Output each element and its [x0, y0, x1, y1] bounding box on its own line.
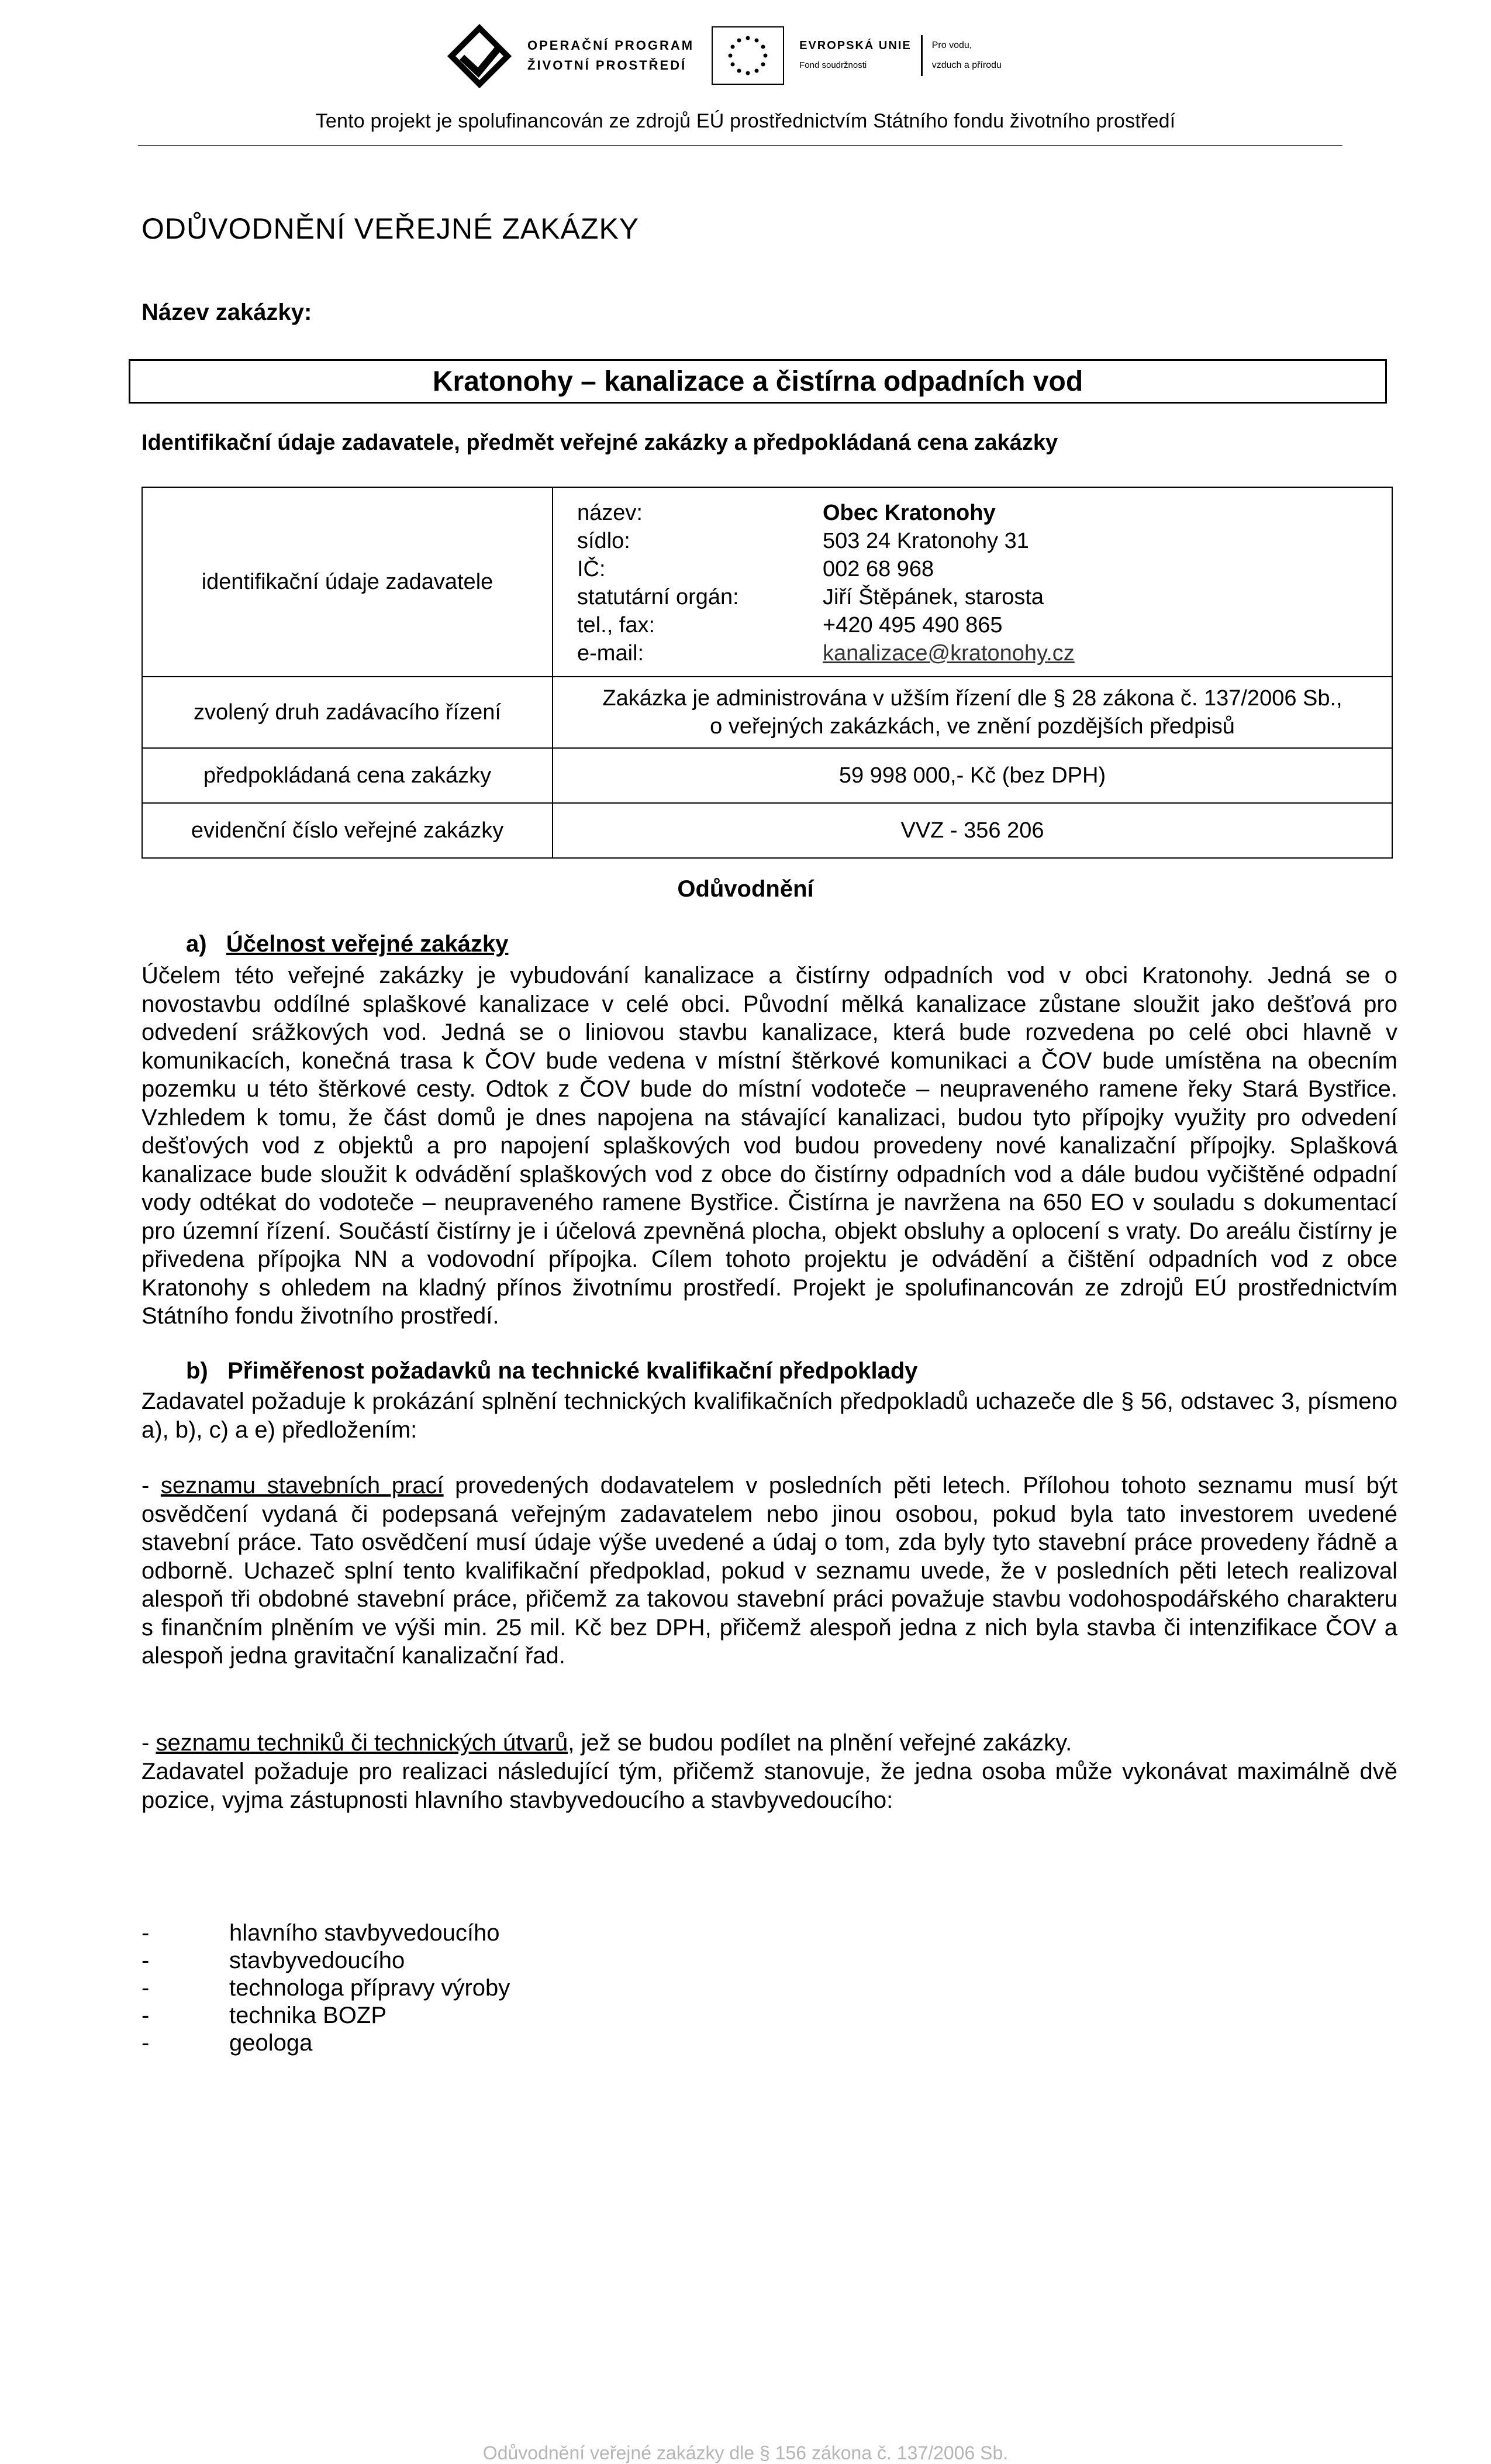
- email-link[interactable]: kanalizace@kratonohy.cz: [823, 641, 1075, 666]
- item2-underlined: seznamu techniků či technických útvarů: [156, 1730, 568, 1756]
- item1-underlined: seznamu stavebních prací: [160, 1473, 444, 1498]
- procedure-line1: Zakázka je administrována v užším řízení dle § 28 zákona č. 137/2006 Sb.,: [602, 686, 1342, 711]
- page-footer: Odůvodnění veřejné zakázky dle § 156 zákona č. 137/2006 Sb.: [482, 2442, 1009, 2463]
- contract-name-box: [129, 359, 1387, 404]
- table-row: [142, 803, 1392, 858]
- section-b-intro: Zadavatel požaduje k prokázání splnění technických kvalifikačních předpokladů uchazeče dle § 56, odstavec 3, písmeno a), b), c) a e) předložením:: [141, 1388, 1397, 1443]
- id-key-phone: tel., fax:: [577, 613, 655, 637]
- section-b-title: Přiměřenost požadavků na technické kvalifikační předpoklady: [227, 1358, 918, 1384]
- id-key-ico: IČ:: [577, 557, 606, 581]
- team-item: geologa: [229, 2030, 313, 2056]
- justification-heading: Odůvodnění: [677, 876, 814, 902]
- id-value-phone: +420 495 490 865: [823, 613, 1003, 637]
- procedure-value: [553, 677, 1392, 748]
- op-zp-text: [527, 36, 694, 75]
- eu-line1: EVROPSKÁ UNIE: [799, 39, 912, 52]
- slogan-line1: Pro vodu,: [931, 40, 972, 50]
- id-key-name: název:: [577, 501, 643, 525]
- table-row: [142, 677, 1392, 748]
- id-value-ico: 002 68 968: [823, 557, 934, 581]
- section-a-heading: [186, 931, 508, 957]
- list-item: - hlavního stavbyvedoucího: [141, 1920, 500, 1946]
- eu-text: [799, 36, 912, 75]
- eu-line2: Fond soudržnosti: [799, 60, 867, 70]
- slogan-line2: vzduch a přírodu: [931, 60, 1002, 70]
- id-value-seat: 503 24 Kratonohy 31: [823, 529, 1029, 553]
- item1-text: provedených dodavatelem v posledních pěti letech. Přílohou tohoto seznamu musí být osvědčení vydaná či podepsaná veřejným zadavatelem nebo jinou osobou, pokud byla tato investorem uvedené stavební práce. Tato osvědčení musí údaje výše uvedené a údaj o tom, zda byly tyto stavební práce provedeny řádně a odborně. Uchazeč splní tento kvalifikační předpoklad, pokud v seznamu uvede, že v posledních pěti letech realizoval alespoň tři obdobné stavební práce, přičemž za takovou stavební práci považuje stavbu vodohospodářského charakteru s finančním plněním ve výši min. 25 mil. Kč bez DPH, přičemž alespoň jedna z nich byla stavba či intenzifikace ČOV a alespoň jedna gravitační kanalizační řad.: [141, 1473, 1397, 1669]
- header-divider: [138, 145, 1342, 146]
- row-label-price: předpokládaná cena zakázky: [142, 748, 553, 803]
- id-key-statutory: statutární orgán:: [577, 585, 739, 609]
- id-value-name: Obec Kratonohy: [823, 501, 996, 525]
- list-item: - technologa přípravy výroby: [141, 1975, 510, 2001]
- contract-name-label: Název zakázky:: [141, 299, 312, 325]
- procedure-line2: o veřejných zakázkách, ve znění pozdějších předpisů: [710, 714, 1235, 739]
- identification-cell: [553, 487, 1392, 677]
- row-label-reg-number: evidenční číslo veřejné zakázky: [142, 803, 553, 858]
- price-value: 59 998 000,- Kč (bez DPH): [553, 748, 1392, 803]
- section-b-prefix: b): [186, 1358, 208, 1384]
- section-a-text: Účelem této veřejné zakázky je vybudování kanalizace a čistírny odpadních vod v obci Kratonohy. Jedná se o novostavbu oddílné splaškové kanalizace v celé obci. Původní mělká kanalizace zůstane sloužit jako dešťová pro odvedení srážkových vod. Jedná se o liniovou stavbu kanalizace, která bude rozvedena po celé obci hlavně v komunikacích, konečná trasa k ČOV bude vedena v místní štěrkové komunikaci a ČOV bude umístěna na obecním pozemku u této štěrkové cesty. Odtok z ČOV bude do místní vodoteče – neupraveného ramene řeky Stará Bystřice. Vzhledem k tomu, že část domů je dnes napojena na stávající kanalizaci, budou tyto přípojky využity pro odvedení dešťových vod z objektů a pro napojení splaškových vod budou provedeny nové kanalizační přípojky. Splašková kanalizace bude sloužit k odvádění splaškových vod z obce do čistírny odpadních vod a dále budou vyčištěné odpadní vody odtékat do vodoteče – neupraveného ramene Bystřice. Čistírna je navržena na 650 EO v souladu s dokumentací pro územní řízení. Součástí čistírny je i účelová zpevněná plocha, objekt obsluhy a oplocení s vraty. Do areálu čistírny je přivedena přípojka NN a vodovodní přípojka. Cílem tohoto projektu je odvádění a čištění odpadních vod z obce Kratonohy s ohledem na kladný přínos životnímu prostředí. Projekt je spolufinancován ze zdrojů EÚ prostřednictvím Státního fondu životního prostředí.: [141, 963, 1397, 1329]
- cofinancing-statement: Tento projekt je spolufinancován ze zdrojů EÚ prostřednictvím Státního fondu životního prostředí: [315, 110, 1176, 132]
- team-item: stavbyvedoucího: [229, 1948, 405, 1973]
- identification-grid: [554, 491, 1391, 673]
- eu-slogan: [932, 36, 1002, 75]
- eu-flag-icon: [712, 26, 784, 85]
- section-b-item2: [141, 1729, 1397, 1757]
- id-key-seat: sídlo:: [577, 529, 630, 553]
- table-heading: Identifikační údaje zadavatele, předmět veřejné zakázky a předpokládaná cena zakázky: [141, 430, 1058, 455]
- list-item: - technika BOZP: [141, 2003, 387, 2028]
- op-zp-logo-icon: [444, 23, 515, 88]
- row-label-procedure: zvolený druh zadávacího řízení: [142, 677, 553, 748]
- list-item: - geologa: [141, 2030, 313, 2056]
- header-logos: [444, 23, 1002, 88]
- item2-text: , jež se budou podílet na plnění veřejné zakázky.: [568, 1730, 1072, 1756]
- list-item: - stavbyvedoucího: [141, 1948, 405, 1973]
- reg-number-value: VVZ - 356 206: [553, 803, 1392, 858]
- header-separator: [921, 35, 923, 76]
- section-b-team-intro: Zadavatel požaduje pro realizaci následující tým, přičemž stanovuje, že jedna osoba může vykonávat maximálně dvě pozice, vyjma zástupnosti hlavního stavbyvedoucího a stavbyvedoucího:: [141, 1759, 1397, 1813]
- table-row: [142, 748, 1392, 803]
- section-b-heading: [186, 1358, 918, 1384]
- team-item: hlavního stavbyvedoucího: [229, 1920, 500, 1946]
- op-zp-line1: OPERAČNÍ PROGRAM: [527, 38, 695, 53]
- team-item: technika BOZP: [229, 2003, 387, 2028]
- section-a-prefix: a): [186, 931, 207, 957]
- contract-name: Kratonohy – kanalizace a čistírna odpadních vod: [432, 366, 1083, 397]
- row-label-identification: identifikační údaje zadavatele: [142, 487, 553, 677]
- item1-dash: -: [141, 1473, 161, 1498]
- table-row: [142, 487, 1392, 677]
- section-a-title: Účelnost veřejné zakázky: [226, 931, 509, 957]
- item2-dash: -: [141, 1730, 156, 1756]
- section-b-item1: [141, 1471, 1397, 1670]
- contract-info-table: [141, 487, 1393, 859]
- id-key-email: e-mail:: [577, 641, 644, 666]
- team-item: technologa přípravy výroby: [229, 1975, 510, 2001]
- op-zp-line2: ŽIVOTNÍ PROSTŘEDÍ: [527, 58, 687, 73]
- id-value-statutory: Jiří Štěpánek, starosta: [823, 585, 1044, 609]
- team-list: [141, 1919, 510, 2057]
- document-title: ODŮVODNĚNÍ VEŘEJNÉ ZAKÁZKY: [141, 212, 640, 245]
